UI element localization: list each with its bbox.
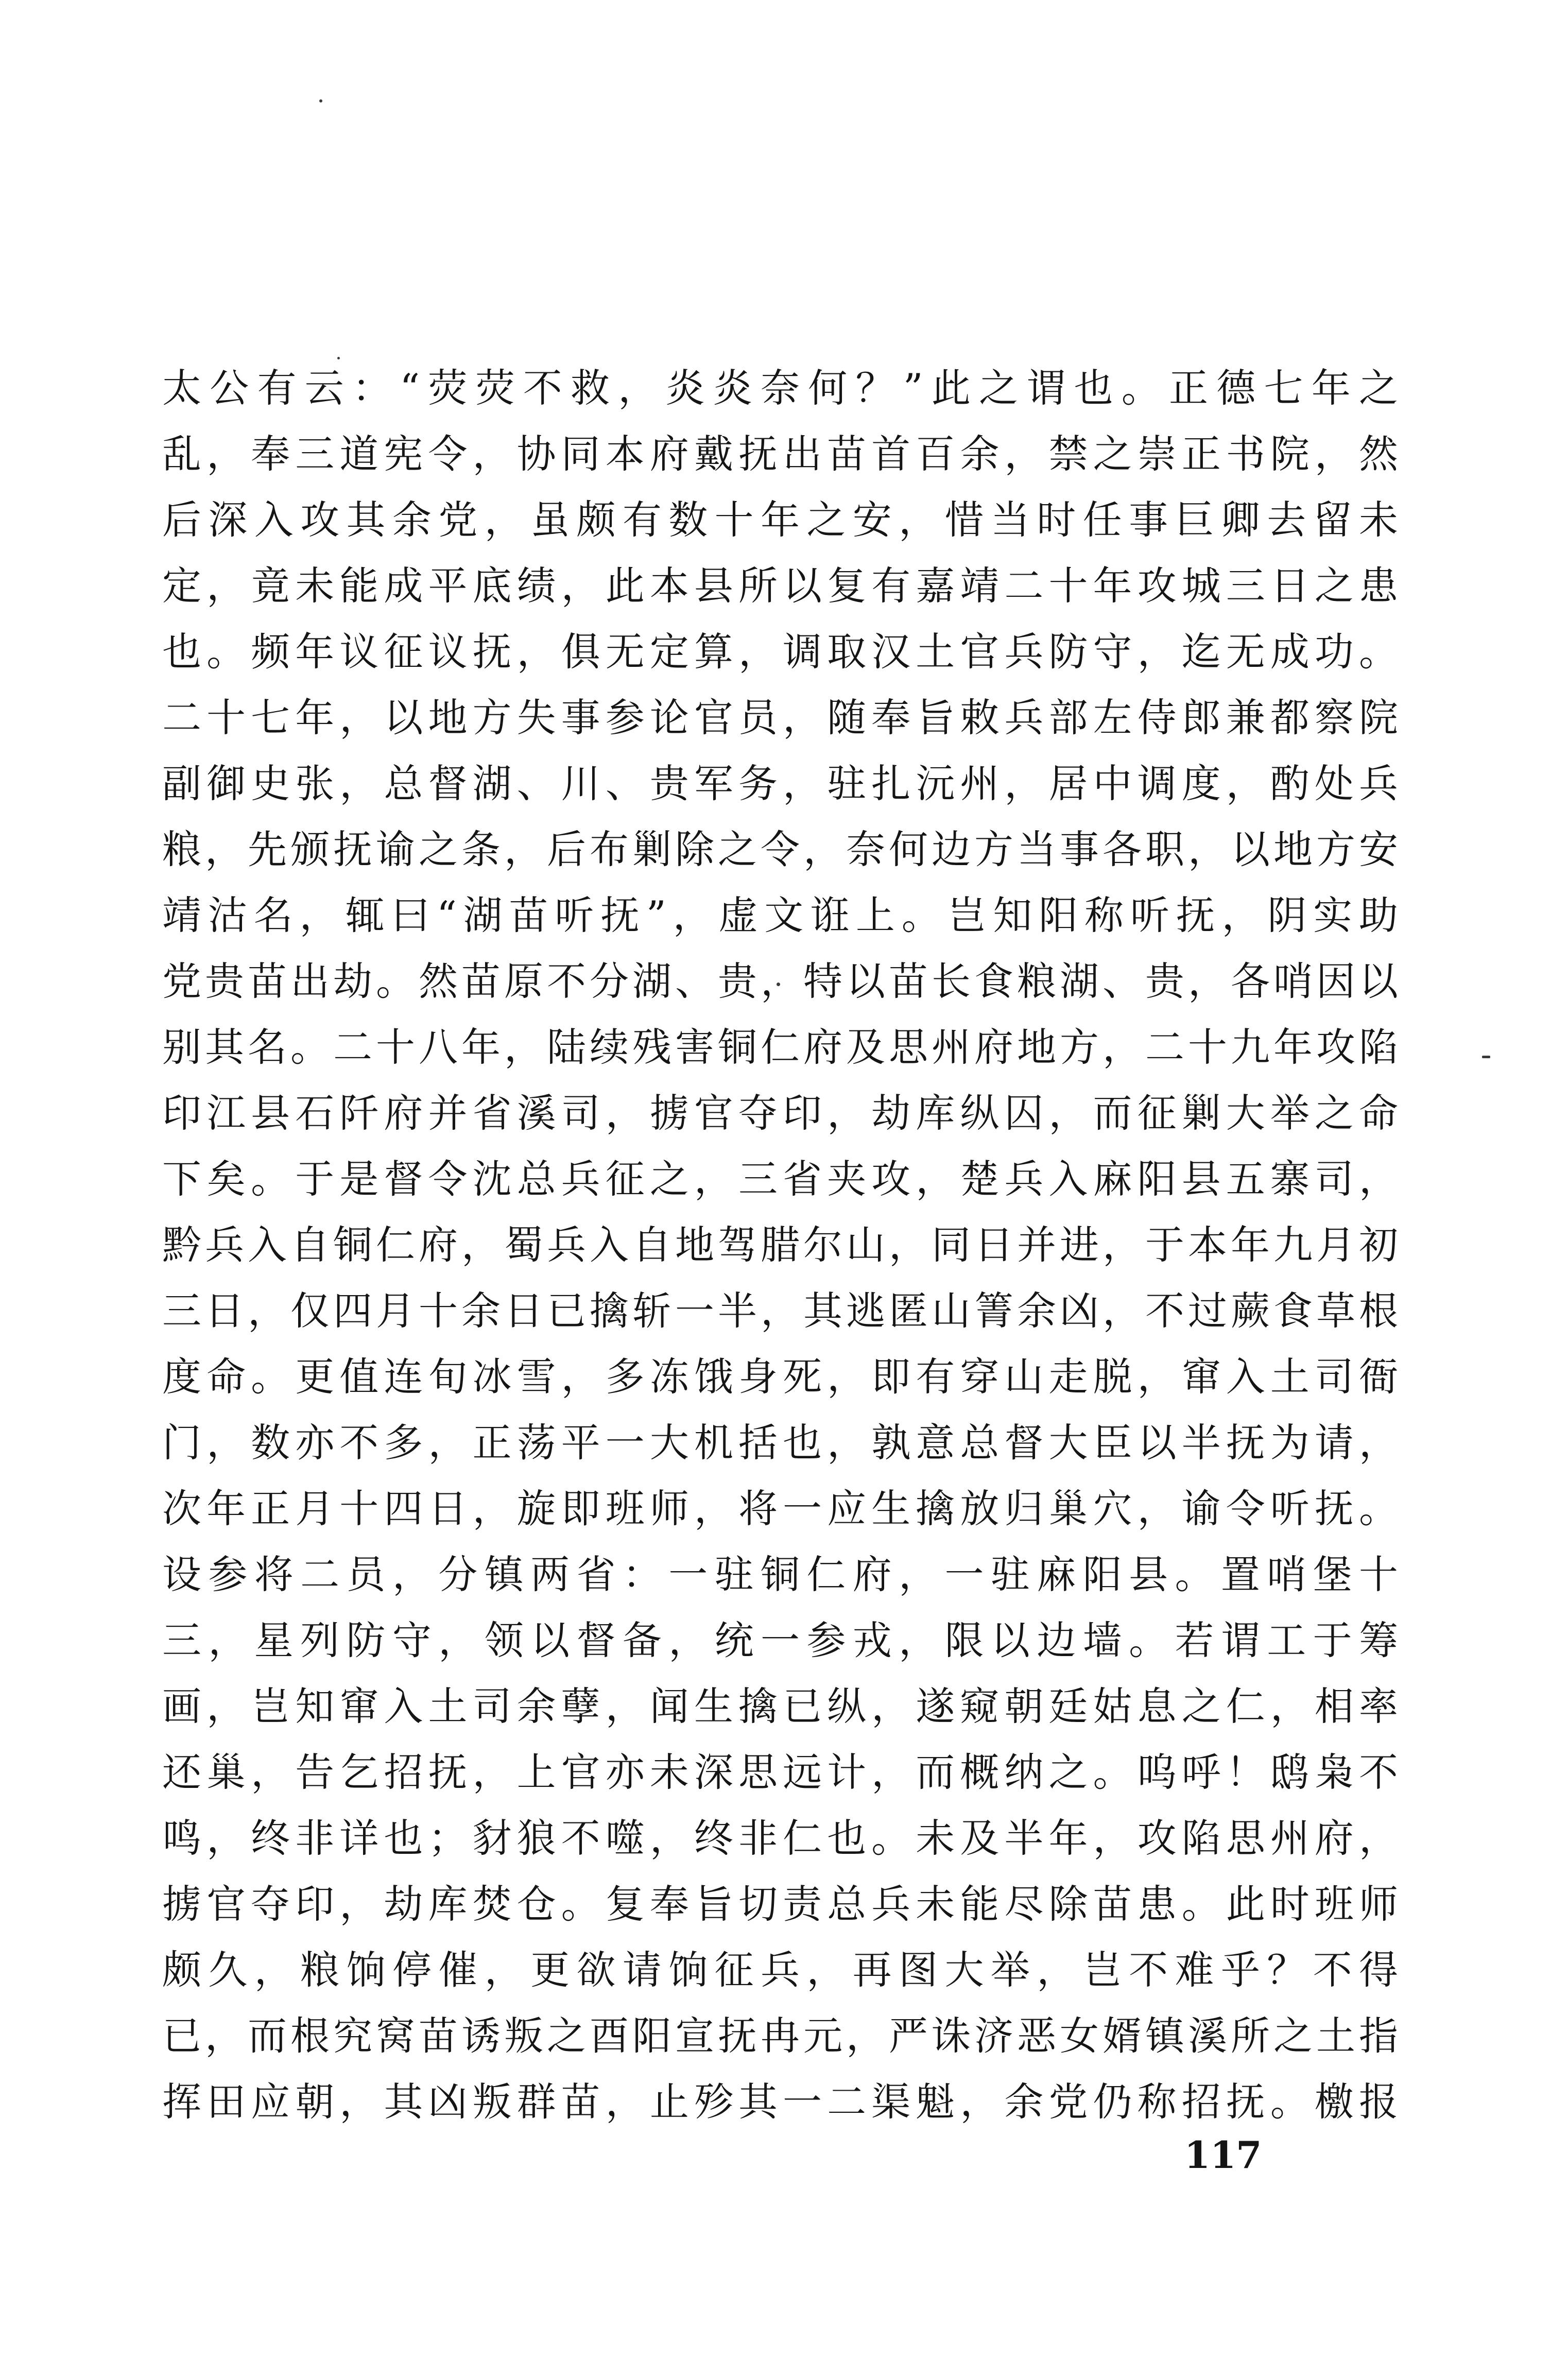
text-line: 还巢，告乞招抚，上官亦未深思远计，而概纳之。呜呼！鸱枭不 <box>162 1749 1398 1795</box>
text-line: 太公有云：“荧荧不救，炎炎奈何？”此之谓也。正德七年之 <box>162 365 1398 411</box>
text-line: 颇久，粮饷停催，更欲请饷征兵，再图大举，岂不难乎？不得 <box>162 1947 1398 1993</box>
text-line: 已，而根究窝苗诱叛之酉阳宣抚冉元，严诛济恶女婿镇溪所之土指 <box>162 2013 1398 2059</box>
text-line: 掳官夺印，劫库焚仓。复奉旨切责总兵未能尽除苗患。此时班师 <box>162 1881 1398 1927</box>
text-line: 乱，奉三道宪令，协同本府戴抚出苗首百余，禁之崇正书院，然 <box>162 431 1398 477</box>
page-number: 117 <box>1184 2133 1262 2177</box>
text-line: 粮，先颁抚谕之条，后布剿除之令，奈何边方当事各职，以地方安 <box>162 826 1398 872</box>
text-line: 三日，仅四月十余日已擒斩一半，其逃匿山箐余凶，不过蕨食草根 <box>162 1288 1398 1334</box>
print-speck <box>1482 1056 1490 1058</box>
text-line: 别其名。二十八年，陆续残害铜仁府及思州府地方，二十九年攻陷 <box>162 1024 1398 1070</box>
text-line: 鸣，终非详也；豺狼不噬，终非仁也。未及半年，攻陷思州府， <box>162 1815 1398 1861</box>
text-line: 后深入攻其余党，虽颇有数十年之安，惜当时任事巨卿去留未 <box>162 497 1398 543</box>
text-line: 也。频年议征议抚，俱无定算，调取汉土官兵防守，迄无成功。 <box>162 629 1398 675</box>
text-line: 三，星列防守，领以督备，统一参戎，限以边墙。若谓工于筹 <box>162 1617 1398 1663</box>
text-line: 门，数亦不多，正荡平一大机括也，孰意总督大臣以半抚为请， <box>162 1420 1398 1466</box>
text-line: 画，岂知窜入土司余孽，闻生擒已纵，遂窥朝廷姑息之仁，相率 <box>162 1683 1398 1729</box>
text-line: 副御史张，总督湖、川、贵军务，驻扎沅州，居中调度，酌处兵 <box>162 761 1398 806</box>
text-line: 设参将二员，分镇两省：一驻铜仁府，一驻麻阳县。置哨堡十 <box>162 1552 1398 1597</box>
text-line: 靖沽名，辄曰“湖苗听抚”，虚文诳上。岂知阳称听抚，阴实助 <box>162 892 1398 938</box>
text-line: 黔兵入自铜仁府，蜀兵入自地驾腊尔山，同日并进，于本年九月初 <box>162 1222 1398 1268</box>
print-speck <box>319 99 322 102</box>
text-line: 印江县石阡府并省溪司，掳官夺印，劫库纵囚，而征剿大举之命 <box>162 1090 1398 1136</box>
text-line: 次年正月十四日，旋即班师，将一应生擒放归巢穴，谕令听抚。 <box>162 1486 1398 1531</box>
text-line: 下矣。于是督令沈总兵征之，三省夹攻，楚兵入麻阳县五寨司， <box>162 1156 1398 1202</box>
text-line: 度命。更值连旬冰雪，多冻饿身死，即有穿山走脱，窜入土司衙 <box>162 1354 1398 1400</box>
text-line: 定，竟未能成平底绩，此本县所以复有嘉靖二十年攻城三日之患 <box>162 563 1398 609</box>
text-line: 二十七年，以地方失事参论官员，随奉旨敕兵部左侍郎兼都察院 <box>162 695 1398 741</box>
text-line: 党贵苗出劫。然苗原不分湖、贵，特以苗长食粮湖、贵，各哨因以 <box>162 958 1398 1004</box>
page-body-text <box>162 355 1398 2135</box>
text-line: 挥田应朝，其凶叛群苗，止殄其一二渠魁，余党仍称招抚。檄报 <box>162 2079 1398 2125</box>
